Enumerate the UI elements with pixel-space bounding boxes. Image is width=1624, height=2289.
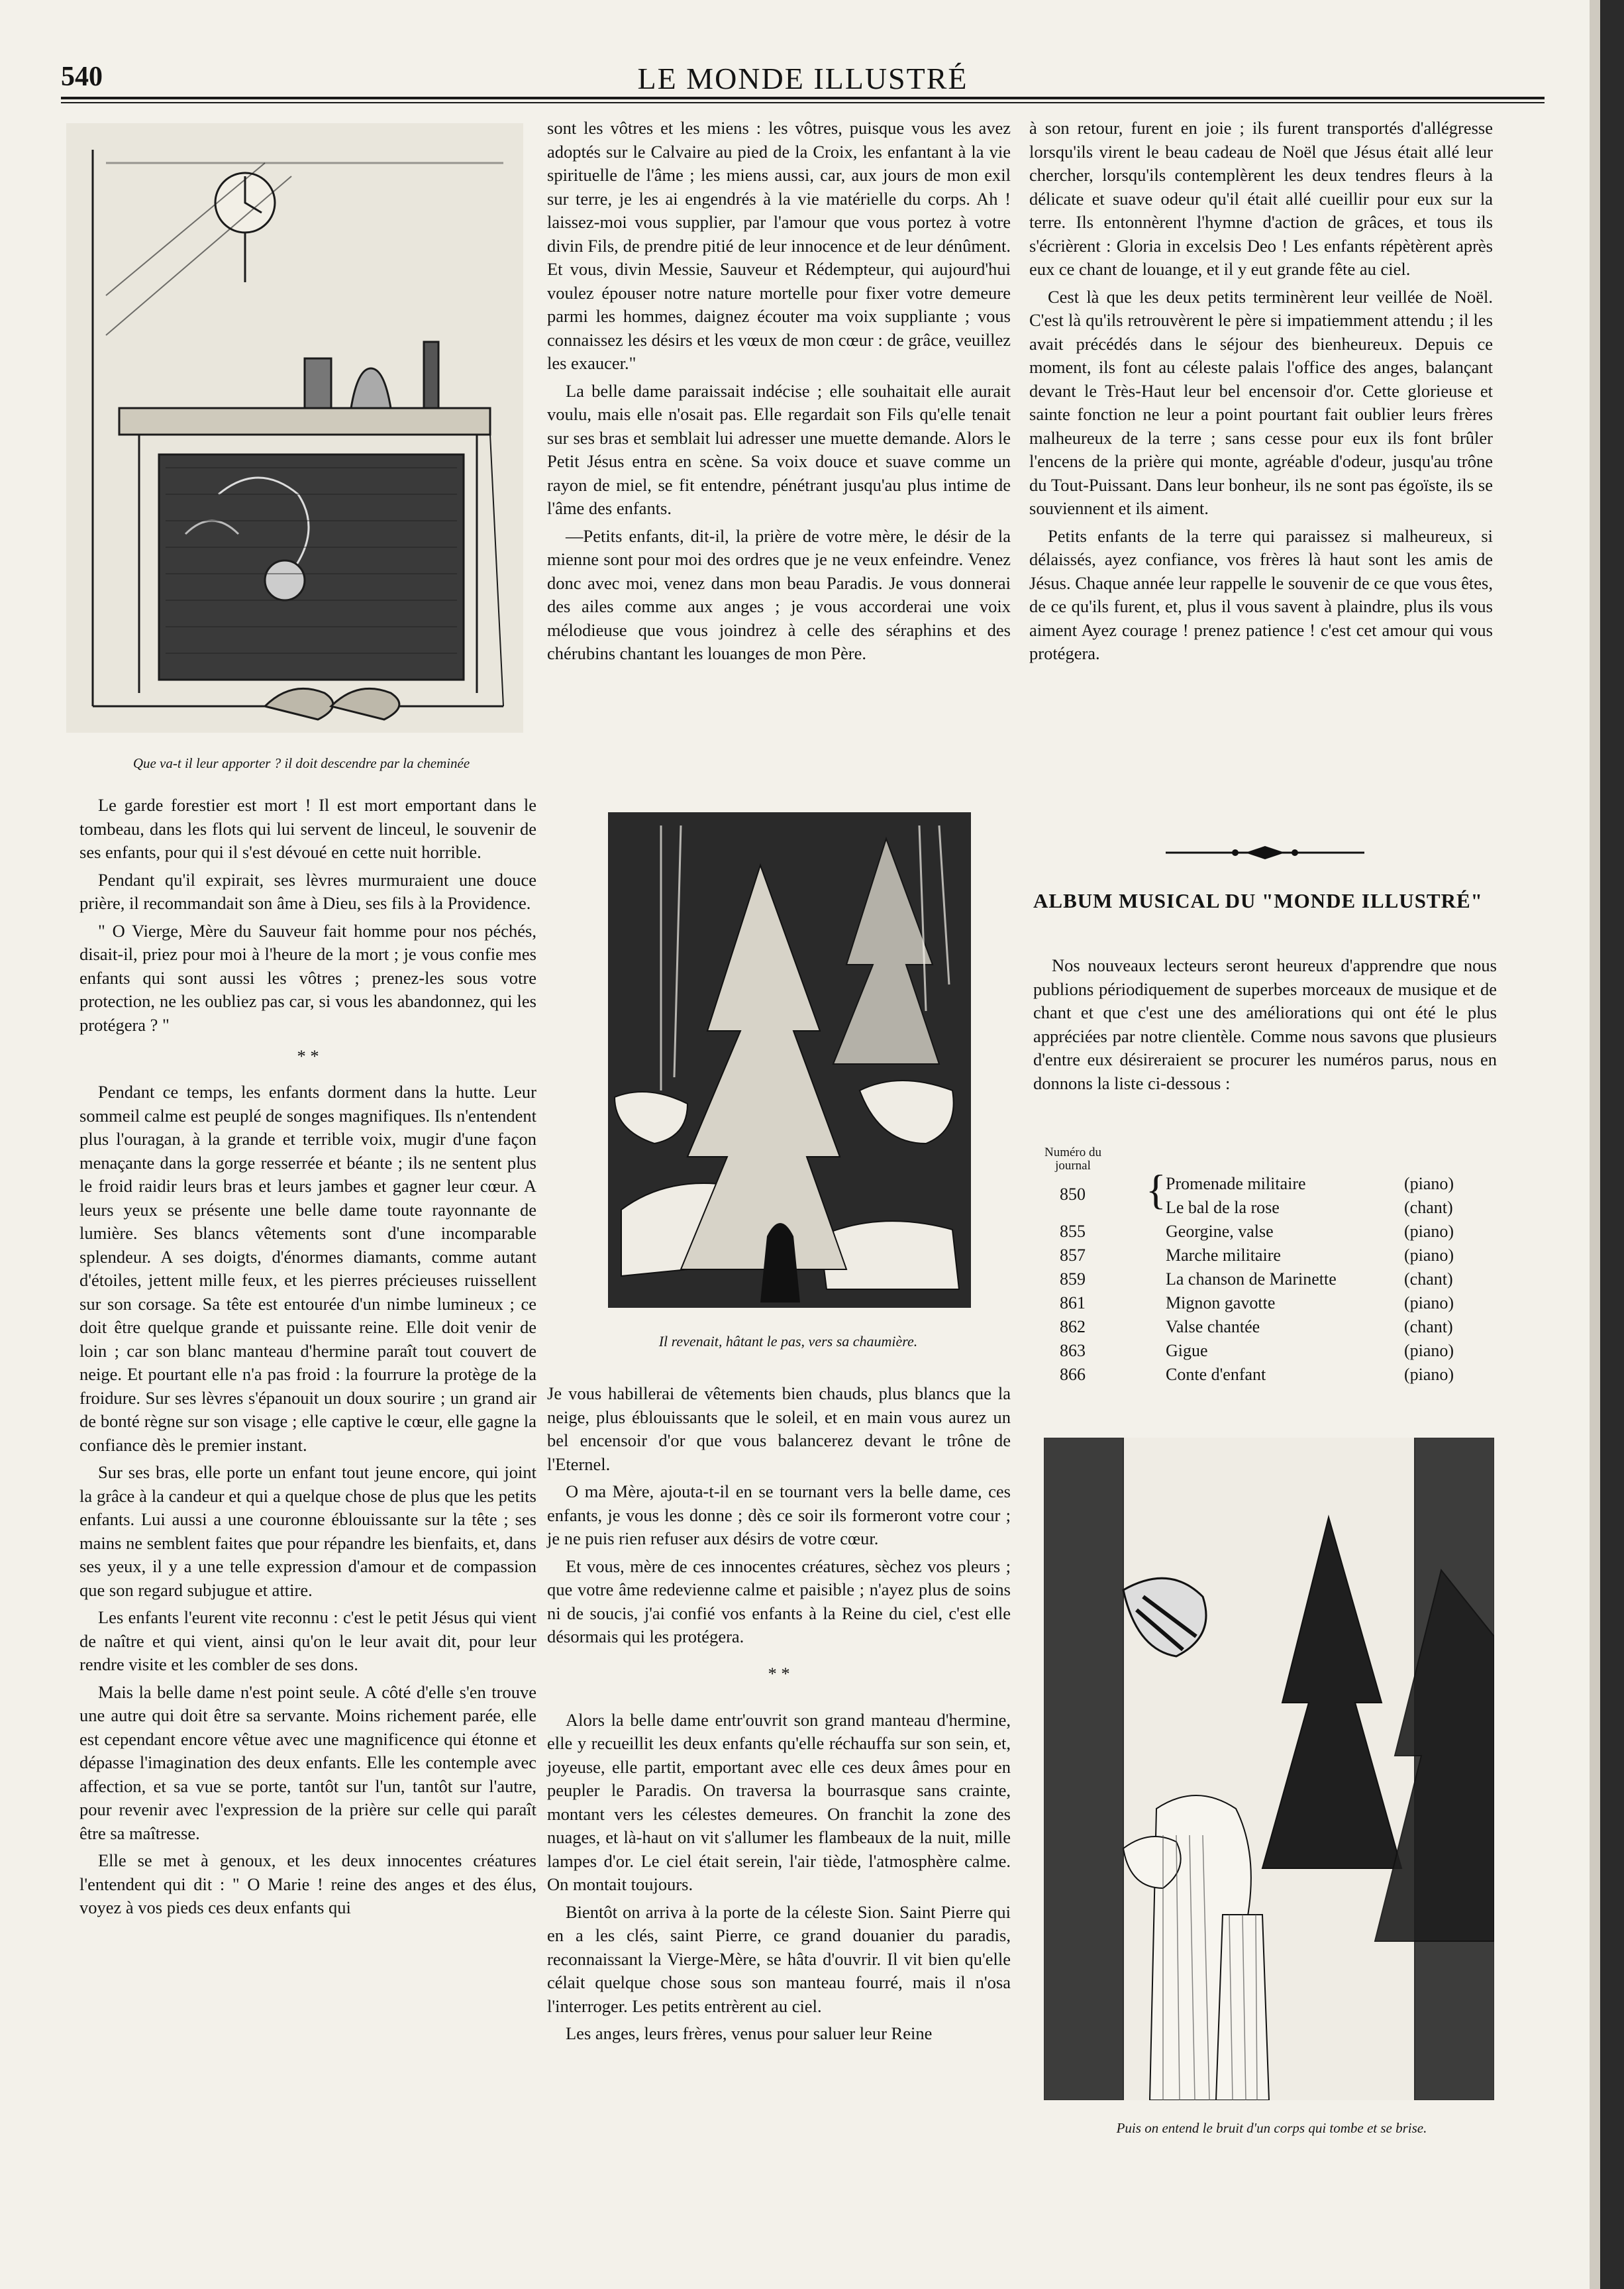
paragraph: Bientôt on arriva à la porte de la céleste Sion. Saint Pierre qui en a les clés, saint Pierre, ce grand douanier du paradis, reconnaissant la Vierge-Mère, se hâta d'ouvrir. Il vit bien qu'elle célait quelque chose sous son manteau fourré, mais il n'osa l'interroger. Les petits entrèrent au ciel.	[547, 1901, 1011, 2016]
section-stars: * *	[297, 1046, 319, 1066]
paragraph: à son retour, furent en joie ; ils furent transportés d'allégresse lorsqu'ils virent le beau cadeau de Noël que Jésus était allé leur chercher, lorsqu'ils contemplèrent les deux tendres fleurs à la délicate et suave odeur qu'il était allé cueillir pour eux sur la terre. Ils entonnèrent l'hymne d'action de grâces, et tous ils s'écrièrent : Gloria in excelsis Deo ! Les enfants répètèrent après eux ce chant de louange, et il y eut grande fête au ciel.	[1029, 118, 1493, 279]
paragraph: Pendant ce temps, les enfants dorment dans la hutte. Leur sommeil calme est peuplé de songes magnifiques. Ils n'entendent plus l'ouragan, à la grande et terrible voix, mugir d'une façon menaçante dans la gorge resserrée et béante ; ils ne sentent plus le froid raidir leurs bras et leurs jambes et gagner leur cœur. A leurs yeux se présente une belle dame toute rayonnante de lumière. Ses blancs vêtements sont d'une incomparable splendeur. A ses doigts, d'énormes diamants, comme autant d'étoiles, jettent mille feux, et les pierres précieuses ruissellent sur son corsage. Sa tête est entourée d'un nimbe lumineux ; ce doit être quelque grande et puissante reine. Elle doit venir de loin ; car son blanc manteau d'hermine paraît tout couvert de neige. Et pourtant elle n'a pas froid : la fourrure la protège de la froidure. Sur ses lèvres s'épanouit un doux sourire ; un grand air de bonté règne sur son visage ; elle captive le cœur, elle gagne la confiance dès le premier instant.	[79, 1082, 536, 1455]
figure-caption-waterfall: Puis on entend le bruit d'un corps qui tombe et se brise.	[1116, 2120, 1427, 2136]
forest-illustration	[608, 812, 971, 1308]
list-item: 866 Conte d'enfant (piano)	[1060, 1365, 1454, 1384]
album-title: ALBUM MUSICAL DU "MONDE ILLUSTRÉ"	[1033, 889, 1483, 912]
paragraph: " O Vierge, Mère du Sauveur fait homme pour nos péchés, disait-il, priez pour moi à l'heure de la mort ; je vous confie mes enfants qui sont aussi les vôtres ; prenez-les sous votre protection, ne les oubliez pas car, si vous les abandonnez, qui les protégera ? "	[79, 920, 536, 1035]
paragraph: Et vous, mère de ces innocentes créatures, sèchez vos pleurs ; que votre âme redevienne calme et paisible ; n'ayez plus de soins ni de soucis, j'ai confié vos enfants à la Reine du ciel, c'est elle désormais qui les protégera.	[547, 1556, 1011, 1646]
music-list-header: Numéro du journal	[1044, 1145, 1101, 1173]
figure-caption-forest: Il revenait, hâtant le pas, vers sa chaumière.	[658, 1333, 918, 1350]
paragraph: O ma Mère, ajouta-t-il en se tournant vers la belle dame, ces enfants, je vous les donne ; dès ce soir ils formeront votre cour ; je ne puis rien refuser aux désirs de votre cœur.	[547, 1481, 1011, 1548]
paragraph: —Petits enfants, dit-il, la prière de votre mère, le désir de la mienne sont pour moi des ordres que je ne veux enfeindre. Venez donc avec moi, venez dans mon beau Paradis. Je vous donnerai des ailes comme aux anges ; je vous accorderai une voix mélodieuse que vous joindrez à celle des séraphins et des chérubins chantant les louanges de mon Père.	[547, 525, 1011, 663]
figure-caption-fireplace: Que va-t il leur apporter ? il doit descendre par la cheminée	[132, 755, 470, 771]
list-item: 861 Mignon gavotte (piano)	[1060, 1293, 1454, 1312]
paragraph: Les enfants l'eurent vite reconnu : c'est le petit Jésus qui vient de naître et qui vient, ainsi qu'on le leur avait dit, pour leur rendre visite et les combler de ses dons.	[79, 1607, 536, 1674]
paragraph: Les anges, leurs frères, venus pour saluer leur Reine	[566, 2023, 933, 2043]
brace-glyph: {	[1146, 1166, 1166, 1213]
page-number: 540	[61, 62, 103, 92]
masthead-title: LE MONDE ILLUSTRÉ	[637, 62, 968, 95]
list-item: 862 Valse chantée (chant)	[1060, 1317, 1453, 1336]
column-1-text	[79, 794, 536, 1924]
paragraph: sont les vôtres et les miens : les vôtres, puisque vous les avez adoptés sur le Calvaire au pied de la Croix, les enfantant à la vie spirituelle de l'âme ; les miens aussi, car, aux jours de mon exil sur terre, je les ai engendrés à la vie matérielle du corps. Ah ! laissez-moi vous supplier, par l'amour que vous portez à votre divin Fils, de prendre pitié de leur innocence et de leur dénûment. Et vous, divin Messie, Sauveur et Rédempteur, qui aujourd'hui voulez épouser notre nature mortelle pour fixer votre demeure parmi les hommes, daignez écouter ma voix suppliante ; vous connaissez les désirs et les vœux de mon cœur : de grâce, veuillez les exaucer."	[547, 118, 1011, 373]
column-3-text	[1029, 117, 1493, 670]
column-2-top-text	[547, 117, 1011, 670]
paragraph: Mais la belle dame n'est point seule. A côté d'elle s'en trouve une autre qui doit être sa servante. Moins richement parée, elle est cependant encore vêtue avec une magnificence qui étonne et dépasse l'imagination des deux enfants. Elle les contemple avec affection, et sa vue se porte, tantôt sur l'un, tantôt sur l'autre, pour revenir avec l'expression de la prière sur celle qui paraît être sa maîtresse.	[79, 1681, 536, 1843]
figure-fireplace	[66, 123, 523, 733]
music-list	[1033, 1146, 1497, 1398]
header-rule	[61, 97, 1545, 99]
section-stars: * *	[768, 1663, 790, 1683]
paragraph: Pendant qu'il expirait, ses lèvres murmuraient une douce prière, il recommandait son âme à Dieu, ses fils à la Providence.	[79, 869, 536, 913]
figure-forest	[608, 812, 971, 1308]
list-item: 850 Promenade militaire (piano)	[1060, 1174, 1454, 1204]
list-item: Le bal de la rose (chant)	[1166, 1198, 1453, 1217]
fireplace-illustration	[66, 123, 523, 733]
page-binding-edge	[1600, 0, 1624, 2289]
paragraph: Nos nouveaux lecteurs seront heureux d'apprendre que nous publions périodiquement de superbes morceaux de musique et de chant et que c'est une des améliorations qui ont été le plus appréciées par notre clientèle. Comme nous savons que plusieurs d'entre eux désireraient se procurer les numéros parus, nous en donnons la liste ci-dessous :	[1033, 955, 1497, 1093]
paragraph: La belle dame paraissait indécise ; elle souhaitait elle aurait voulu, mais elle n'osait pas. Elle regardait son Fils qu'elle tenait sur ses bras et semblait lui adresser une muette demande. Alors le Petit Jésus entra en scène. Sa voix douce et suave comme un rayon de miel, se fit entendre, pénétrant jusqu'au plus intime de l'âme des enfants.	[547, 380, 1011, 518]
paragraph: Petits enfants de la terre qui paraissez si malheureux, si délaissés, ayez confiance, vos frères là haut sont les amis de Jésus. Chaque année leur rappelle le souvenir de ce que vous êtes, de ce qu'ils furent, et, plus il vous savent à plaindre, plus ils vous aiment Ayez courage ! prenez patience ! c'est cet amour qui vous protégera.	[1029, 525, 1493, 663]
paragraph: Sur ses bras, elle porte un enfant tout jeune encore, qui joint la grâce à la candeur et qui a quelque chose de plus que les petits enfants. Lui aussi a une couronne éblouissante sur la tête ; ses mains ne semblent faites que pour répandre les bienfaits, et, dans ses yeux, il y a une telle expression d'amour et de compassion que son regard subjugue et attire.	[79, 1462, 536, 1600]
header-rule-thin	[61, 102, 1545, 103]
waterfall-illustration	[1044, 1438, 1494, 2100]
paragraph: Je vous habillerai de vêtements bien chauds, plus blancs que la neige, plus éblouissants que le soleil, et en main vous aurez un bel encensoir d'or que vous balancerez devant le trône de l'Eternel.	[547, 1383, 1011, 1474]
list-item: 859 La chanson de Marinette (chant)	[1060, 1269, 1453, 1289]
column-2-bottom-text	[547, 1382, 1011, 2050]
album-intro	[1033, 954, 1497, 1099]
page-edge-shadow	[1590, 0, 1600, 2289]
paragraph: Elle se met à genoux, et les deux innocentes créatures l'entendent qui dit : " O Marie ! reine des anges et des élus, voyez à vos pieds ces deux enfants qui	[79, 1850, 536, 1917]
paragraph: Le garde forestier est mort ! Il est mort emportant dans le tombeau, dans les flots qui lui servent de linceul, le souvenir de ses enfants, pour qui il s'est dévoué en cette nuit horrible.	[79, 795, 536, 862]
paragraph: Alors la belle dame entr'ouvrit son grand manteau d'hermine, elle y recueillit les deux enfants qu'elle réchauffa sur son sein, et, joyeuse, elle partit, emportant avec elle ces deux âmes pour en peupler le Paradis. On traversa la bourrasque sans crainte, montant vers les célestes demeures. On franchit la zone des nuages, et là-haut on vit s'allumer les flambeaux de la nuit, mille lampes d'or. Le ciel était serein, l'air tiède, l'atmosphère calme. On montait toujours.	[547, 1709, 1011, 1894]
figure-waterfall	[1044, 1438, 1494, 2100]
list-item: 855 Georgine, valse (piano)	[1060, 1222, 1454, 1241]
list-item: 863 Gigue (piano)	[1060, 1341, 1454, 1360]
ornament-divider	[1166, 843, 1364, 863]
paragraph: Cest là que les deux petits terminèrent leur veillée de Noël. C'est là qu'ils retrouvèrent le père si impatiemment attendu ; il les avait précédés dans le séjour des bienheureux. Depuis ce moment, ils font au céleste palais l'office des anges, balançant devant le Très-Haut leur bel encensoir d'or. Cette glorieuse et sainte fonction ne leur a point pourtant fait oublier leurs frères malheureux de la terre ; sans cesse pour eux ils font brûler l'encens de la prière qui monte, agréable d'odeur, jusqu'au trône du Tout-Puissant. Dans leur bonheur, ils ne sont pas égoïste, ils se souviennent et ils aiment.	[1029, 286, 1493, 518]
list-item: 857 Marche militaire (piano)	[1060, 1246, 1454, 1265]
